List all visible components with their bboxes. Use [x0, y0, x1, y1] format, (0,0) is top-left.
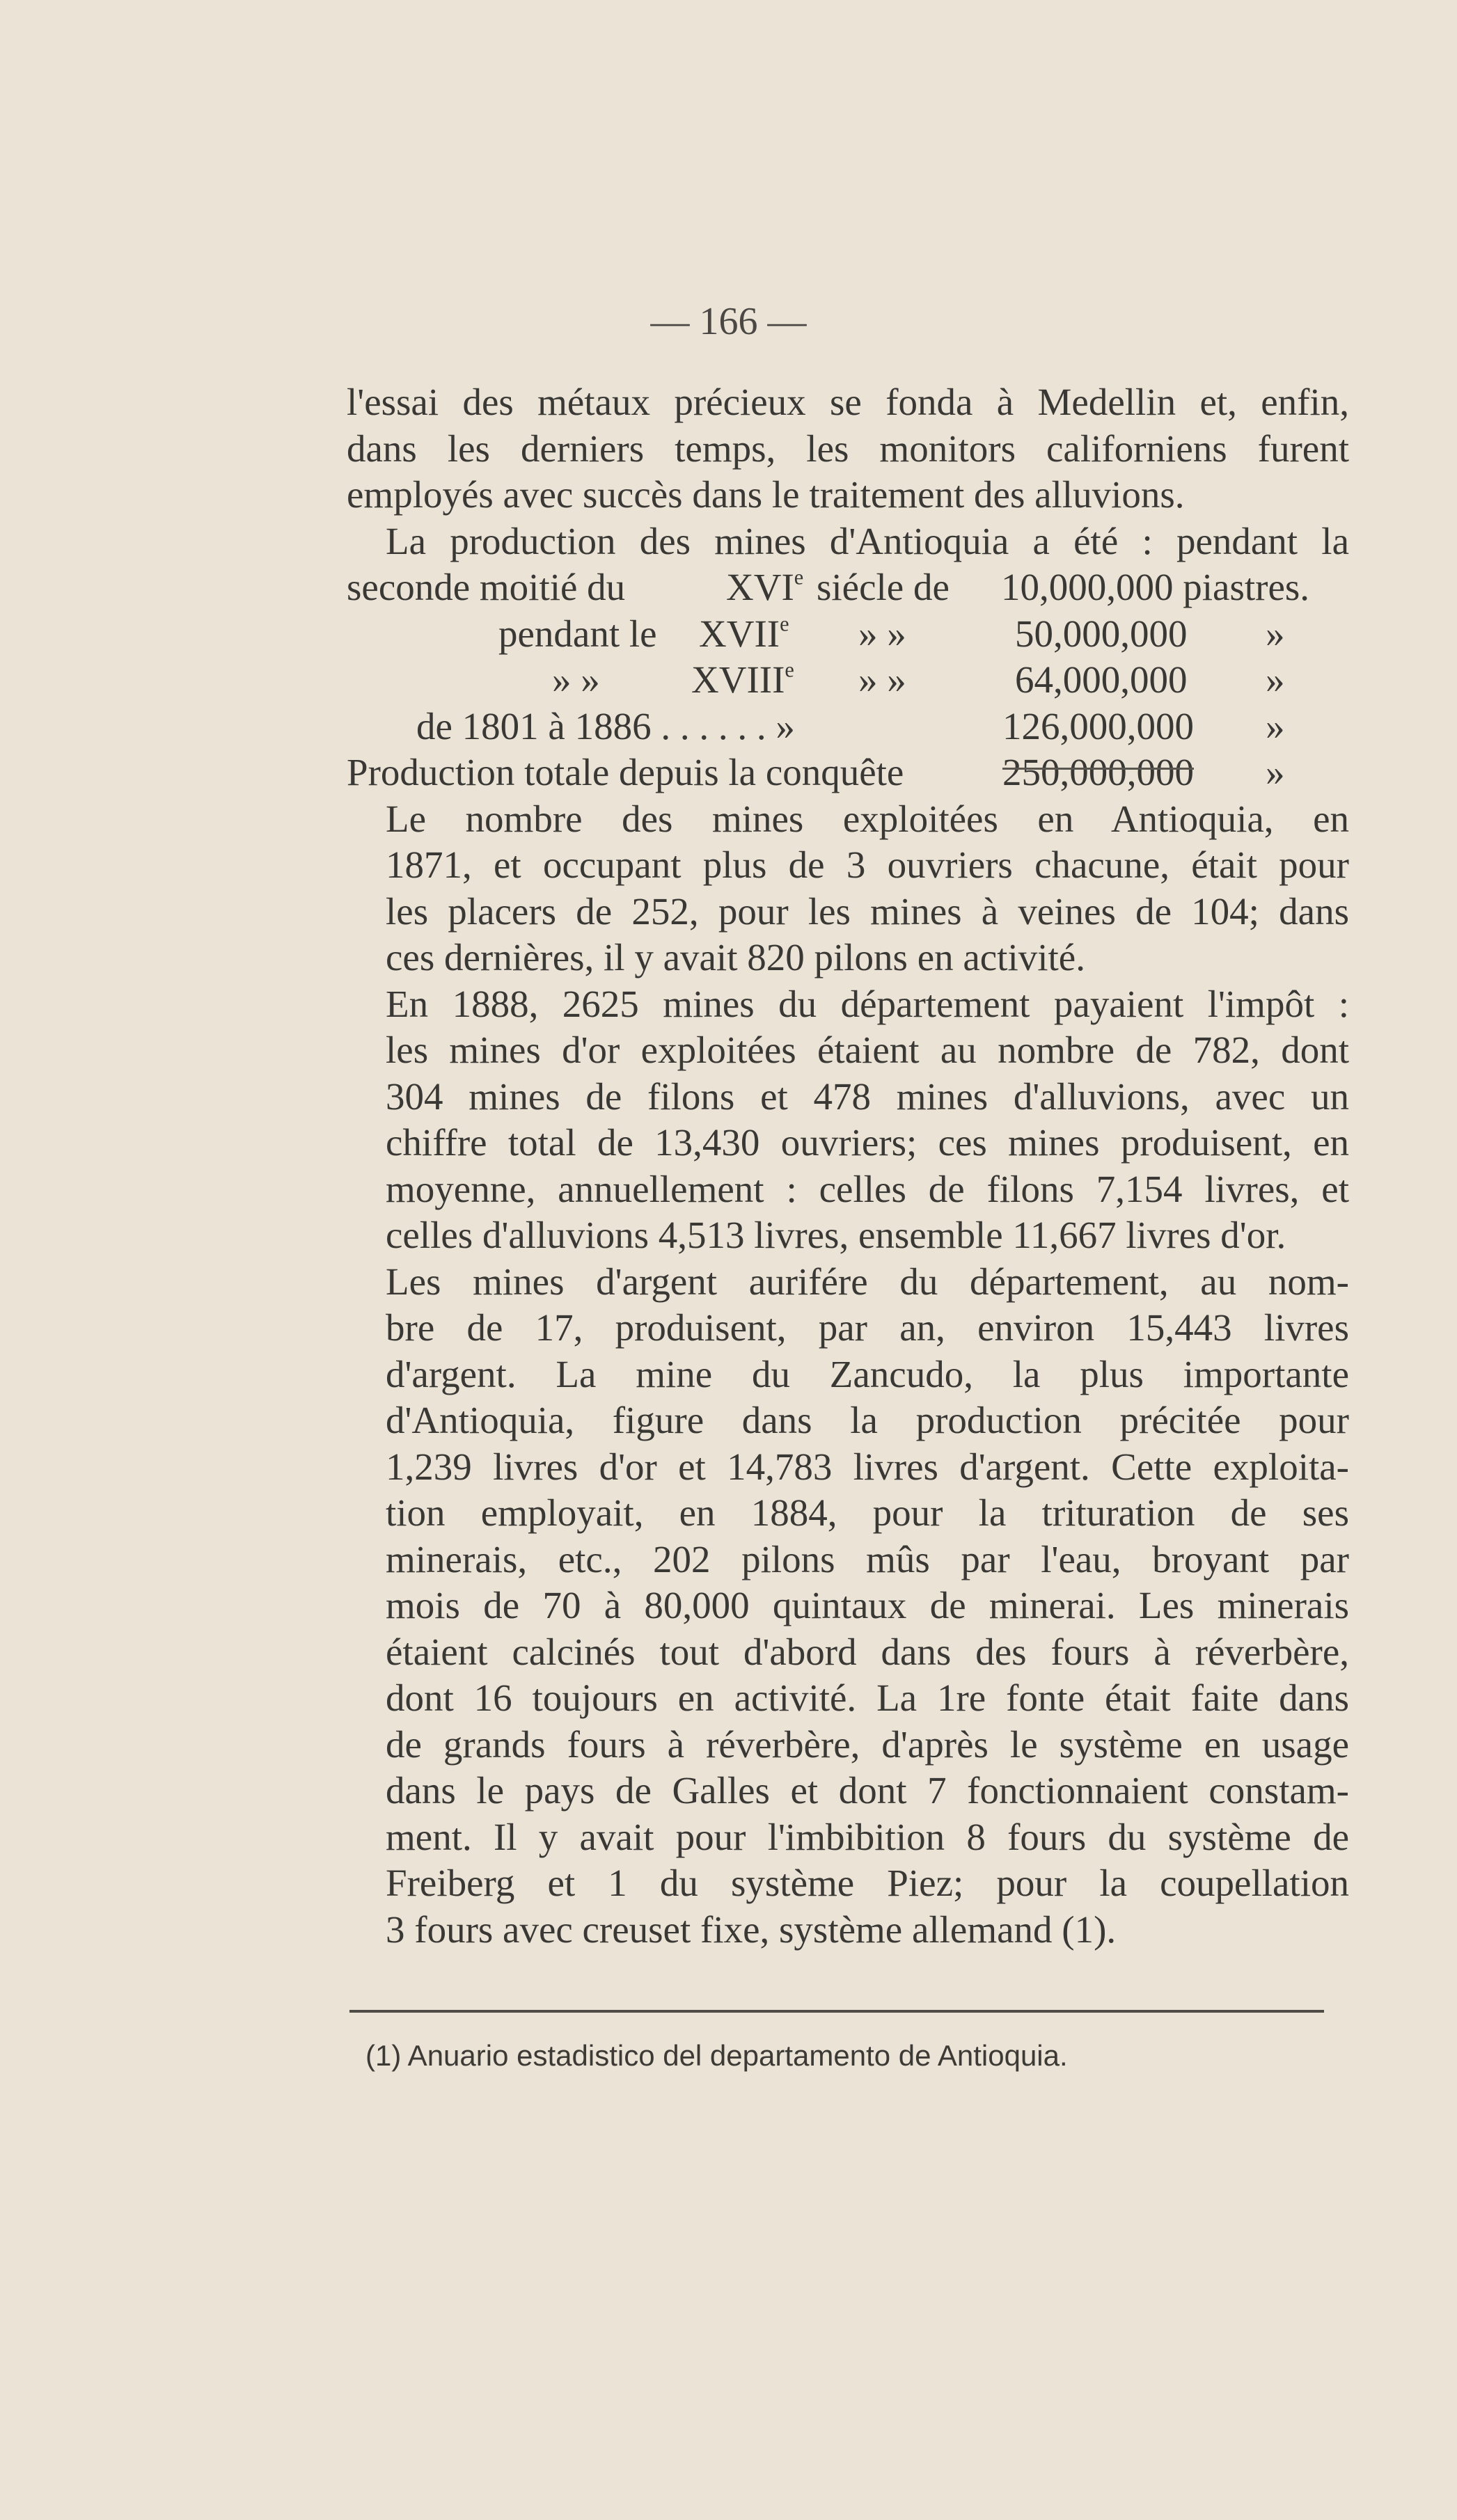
text-line: ment. Il y avait pour l'imbibition 8 fours du système de	[386, 1815, 1349, 1858]
text-line: moyenne, annuellement : celles de filons 7,154 livres, et	[386, 1167, 1349, 1210]
row-label: seconde moitié du	[347, 566, 626, 608]
century-suffix: e	[780, 611, 789, 635]
text-line: mois de 70 à 80,000 quintaux de minerai. Les minerais	[386, 1584, 1349, 1626]
total-label: Production totale depuis la conquête	[347, 751, 904, 793]
paragraph-4	[347, 981, 1349, 1259]
footnote: (1) Anuario estadistico del departamento de Antioquia.	[365, 2039, 1068, 2072]
paragraph-1	[347, 379, 1349, 518]
footnote-rule	[349, 2010, 1324, 2013]
text-line: 3 fours avec creuset fixe, système allemand (1).	[386, 1908, 1117, 1951]
total-row	[347, 750, 1349, 796]
total-unit: »	[1266, 751, 1285, 793]
row-value: 64,000,000	[1015, 658, 1188, 701]
paragraph-2	[347, 518, 1349, 565]
text-line: d'argent. La mine du Zancudo, la plus importante	[386, 1352, 1349, 1395]
text-line: employés avec succès dans le traitement des alluvions.	[347, 473, 1185, 516]
century-numeral: XVIII	[691, 658, 785, 701]
text-line: 304 mines de filons et 478 mines d'alluvions, avec un	[386, 1075, 1349, 1118]
text-line: dans les derniers temps, les monitors californiens furent	[347, 427, 1349, 470]
row-label: de 1801 à 1886 . . . . . . »	[416, 704, 795, 747]
text-line: minerais, etc., 202 pilons mûs par l'eau, broyant par	[386, 1537, 1349, 1580]
text-line: bre de 17, produisent, par an, environ 15,443 livres	[386, 1306, 1349, 1349]
text-line: chiffre total de 13,430 ouvriers; ces mines produisent, en	[386, 1121, 1349, 1164]
century-suffix: e	[794, 565, 804, 589]
table-row	[347, 611, 1349, 658]
body-text	[347, 379, 1349, 1953]
text-line: les placers de 252, pour les mines à veines de 104; dans	[386, 889, 1349, 933]
row-value: 50,000,000	[1015, 612, 1188, 655]
text-line: dans le pays de Galles et dont 7 fonctionnaient constam-	[386, 1769, 1349, 1812]
text-line: celles d'alluvions 4,513 livres, ensemble 11,667 livres d'or.	[386, 1214, 1286, 1256]
century-suffix: e	[785, 658, 794, 682]
text-line: les mines d'or exploitées étaient au nombre de 782, dont	[386, 1029, 1349, 1071]
paragraph-5	[347, 1259, 1349, 1954]
total-value: 250,000,000	[1002, 751, 1194, 793]
text-line: La production des mines d'Antioquia a été : pendant la	[386, 519, 1349, 562]
text-line: Freiberg et 1 du système Piez; pour la coupellation	[386, 1862, 1349, 1904]
text-line: dont 16 toujours en activité. La 1re fonte était faite dans	[386, 1677, 1349, 1719]
row-mid: » »	[858, 658, 906, 701]
century	[726, 564, 803, 611]
paragraph-3	[347, 796, 1349, 981]
text-line: 1871, et occupant plus de 3 ouvriers chacune, était pour	[386, 843, 1349, 886]
text-line: Les mines d'argent aurifére du département, au nom-	[386, 1260, 1349, 1303]
row-unit: »	[1266, 704, 1285, 747]
text-line: tion employait, en 1884, pour la trituration de ses	[386, 1491, 1349, 1534]
row-unit: »	[1266, 612, 1285, 655]
row-label: pendant le	[498, 612, 657, 655]
row-label: » »	[552, 658, 600, 701]
table-row	[347, 564, 1349, 611]
row-mid: » »	[858, 612, 906, 655]
production-table	[347, 564, 1349, 796]
row-mid: siécle de	[817, 566, 950, 608]
text-line: ces dernières, il y avait 820 pilons en activité.	[386, 936, 1085, 978]
row-unit: »	[1266, 658, 1285, 701]
text-line: d'Antioquia, figure dans la production précitée pour	[386, 1399, 1349, 1441]
text-line: En 1888, 2625 mines du département payaient l'impôt :	[386, 982, 1349, 1025]
text-line: l'essai des métaux précieux se fonda à Medellin et, enfin,	[347, 381, 1349, 423]
text-line: étaient calcinés tout d'abord dans des fours à réverbère,	[386, 1630, 1349, 1673]
text-line: de grands fours à réverbère, d'après le système en usage	[386, 1722, 1349, 1766]
table-row	[347, 657, 1349, 704]
century	[699, 611, 789, 658]
century	[691, 657, 794, 704]
table-row	[347, 704, 1349, 750]
row-value: 126,000,000	[1002, 704, 1194, 747]
text-line: Le nombre des mines exploitées en Antioquia, en	[386, 797, 1349, 840]
text-line: 1,239 livres d'or et 14,783 livres d'argent. Cette exploita-	[386, 1445, 1349, 1488]
century-numeral: XVI	[726, 566, 794, 608]
sum-rule	[1002, 768, 1194, 770]
page-number: — 166 —	[650, 300, 807, 343]
century-numeral: XVII	[699, 612, 780, 655]
row-value: 10,000,000 piastres.	[1001, 566, 1310, 608]
